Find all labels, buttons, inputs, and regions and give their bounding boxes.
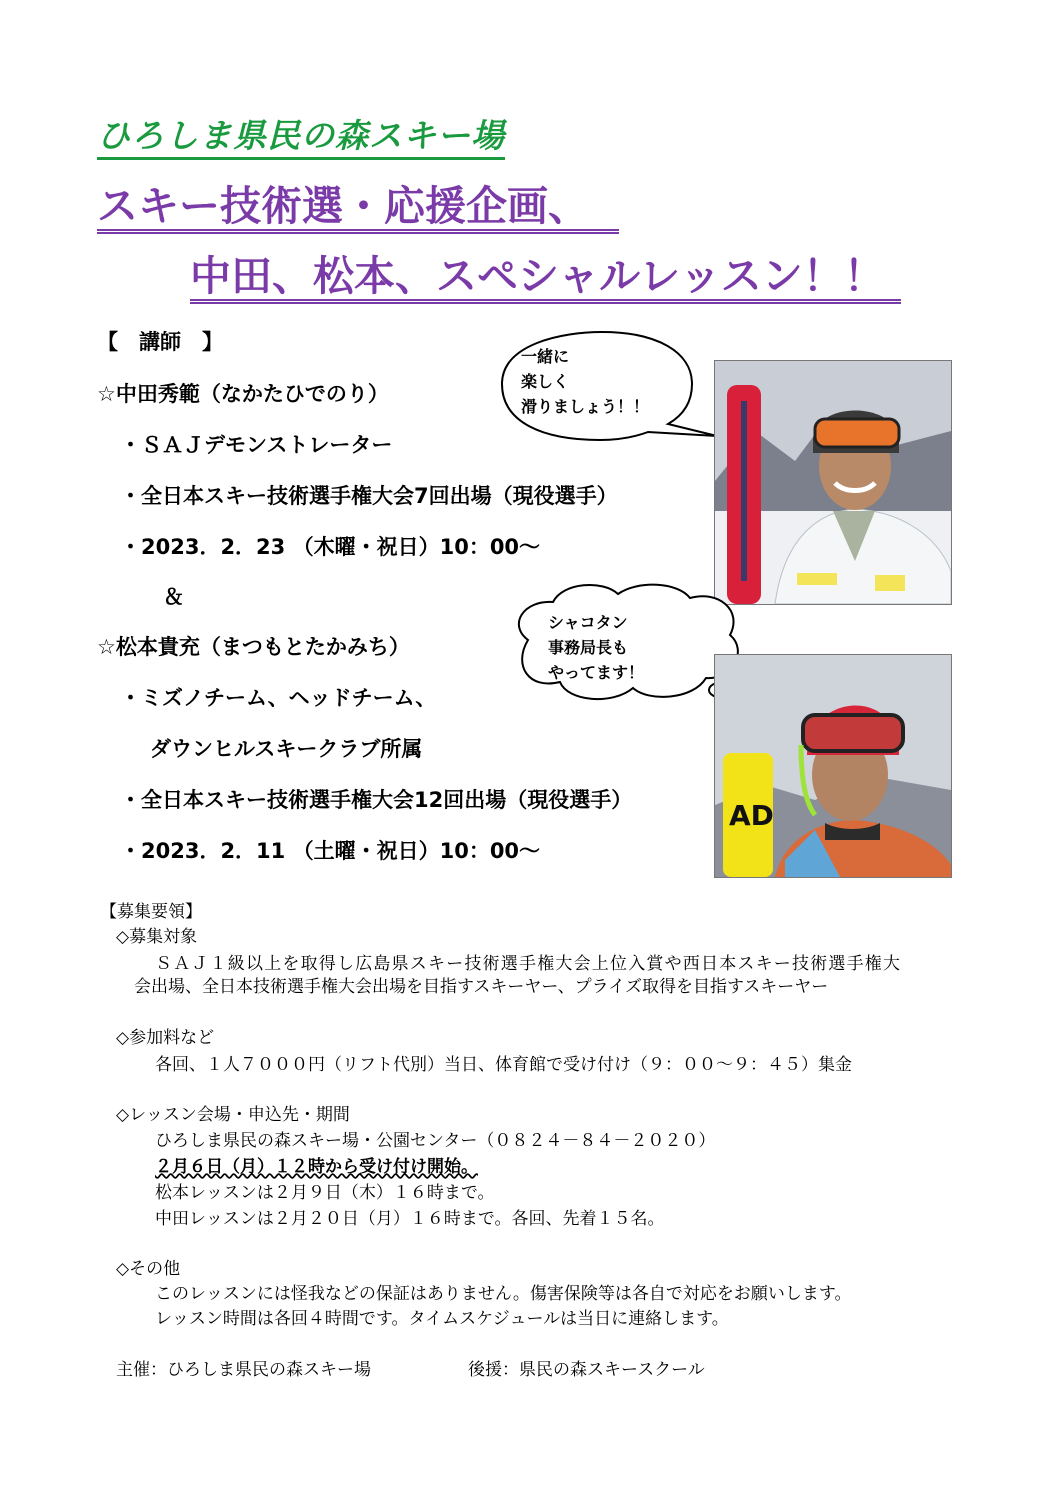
matsumoto-photo (714, 654, 952, 878)
skier-photo-illustration (715, 361, 951, 604)
other-line2: レッスン時間は各回４時間です。タイムスケジュールは当日に連絡します。 (155, 1309, 729, 1329)
bubble-line: やってます！ (548, 663, 645, 682)
target-line2: 会出場、全日本技術選手権大会出場を目指すスキーヤー、プライズ取得を目指すスキーヤー (134, 977, 829, 997)
bubble-line: 一緒に (521, 347, 570, 366)
ampersand: ＆ (163, 585, 184, 609)
bubble-line: 事務局長も (548, 638, 629, 657)
matsumoto-team-line1: ・ミズノチーム、ヘッドチーム、 (120, 686, 437, 710)
venue-line: ひろしま県民の森スキー場・公園センター（０８２４－８４－２０２０） (155, 1131, 716, 1151)
venue-title: ひろしま県民の森スキー場 (97, 116, 505, 160)
target-line1: ＳＡＪ１級以上を取得し広島県スキー技術選手権大会上位入賞や西日本スキー技術選手権大 (155, 954, 902, 974)
matsumoto-date: ・2023．2．11 （土曜・祝日）10：00～ (120, 839, 541, 863)
other-line1: このレッスンには怪我などの保証はありません。傷害保険等は各自で対応をお願いします。 (155, 1284, 852, 1304)
nakata-role: ・ＳＡＪデモンストレーター (120, 433, 393, 457)
apply-start: ２月６日（月）１２時から受け付け開始。 (155, 1157, 478, 1177)
matsumoto-team-line2: ダウンヒルスキークラブ所属 (150, 737, 423, 761)
fee-heading: ◇参加料など (116, 1028, 215, 1048)
other-heading: ◇その他 (116, 1259, 181, 1279)
supporter: 後援：県民の森スキースクール (468, 1360, 705, 1380)
matsumoto-bubble-text (548, 610, 644, 685)
bubble-line: シャコタン (548, 613, 628, 632)
event-title-line2: 中田、松本、スペシャルレッスン！！ (190, 253, 901, 304)
nakata-record: ・全日本スキー技術選手権大会7回出場（現役選手） (120, 484, 618, 508)
matsumoto-deadline: 松本レッスンは２月９日（木）１６時まで。 (155, 1183, 495, 1203)
nakata-bubble-text (521, 344, 649, 419)
matsumoto-name: ☆松本貴充（まつもとたかみち） (97, 635, 410, 659)
bubble-line: 滑りましょう！！ (521, 397, 650, 416)
fee-line: 各回、１人７０００円（リフト代別）当日、体育館で受け付け（９：００～９：４５）集金 (155, 1055, 852, 1075)
skier-photo-illustration (715, 655, 951, 877)
target-heading: ◇募集対象 (116, 927, 198, 947)
matsumoto-record: ・全日本スキー技術選手権大会12回出場（現役選手） (120, 788, 633, 812)
event-title-line1: スキー技術選・応援企画、 (97, 183, 619, 234)
nakata-photo (714, 360, 952, 605)
bubble-line: 楽しく (521, 372, 570, 391)
nakata-name: ☆中田秀範（なかたひでのり） (97, 382, 389, 406)
nakata-date: ・2023．2．23 （木曜・祝日）10：00～ (120, 535, 541, 559)
organizer: 主催：ひろしま県民の森スキー場 (116, 1360, 371, 1380)
nakata-deadline: 中田レッスンは２月２０日（月）１６時まで。各回、先着１５名。 (155, 1209, 665, 1229)
ski-brand-mark: AD (729, 799, 774, 832)
instructors-heading: 【 講師 】 (97, 330, 223, 354)
venue-heading: ◇レッスン会場・申込先・期間 (116, 1105, 350, 1125)
details-heading: 【募集要領】 (100, 902, 202, 922)
